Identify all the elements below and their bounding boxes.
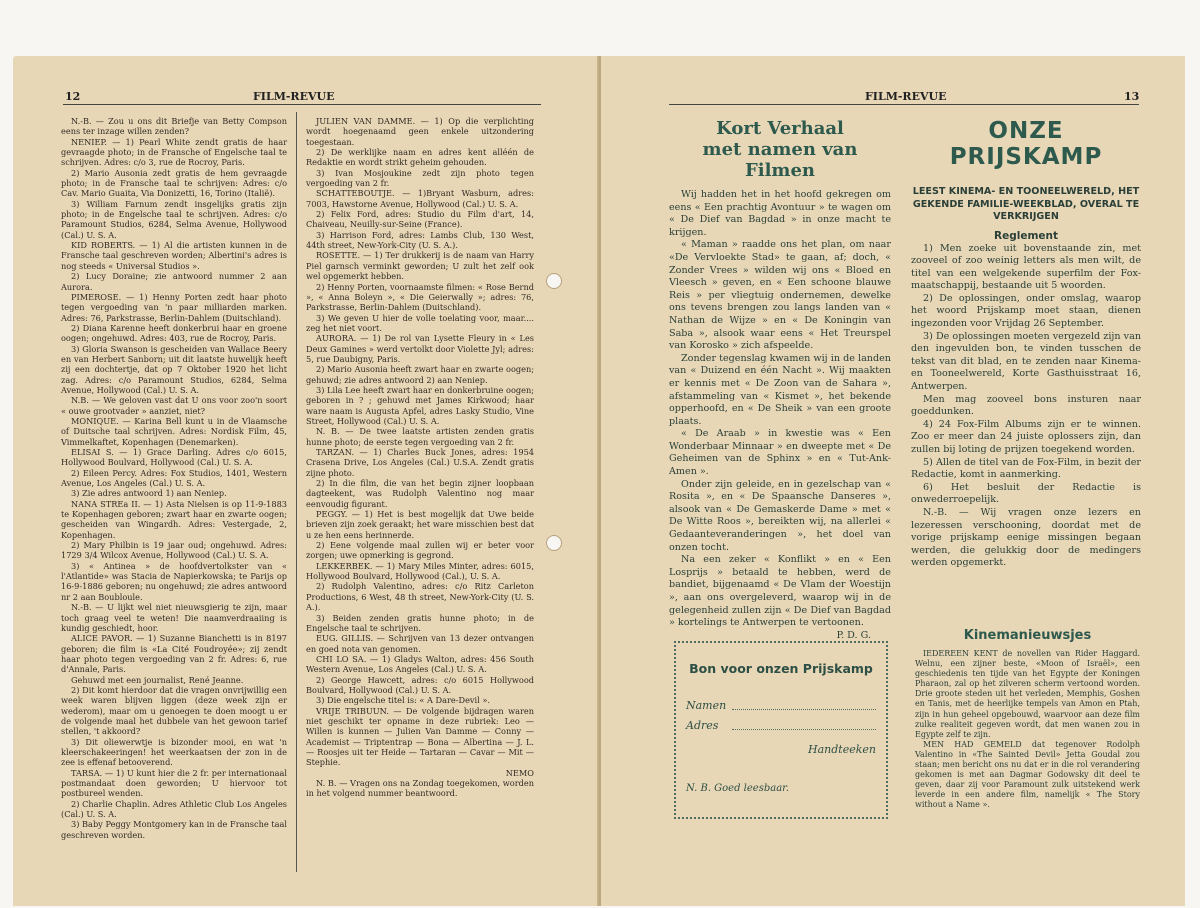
coupon-signature-label: Handteeken	[808, 743, 876, 756]
right-running-head: FILM-REVUE	[865, 90, 947, 103]
rule-paragraph: N.-B. — Wij vragen onze lezers en lezeressen verschooning, doordat met de vorige prijskamp eenige missingen begaan werden, die gelukkig door de medingers werden opgemerkt.	[911, 506, 1141, 569]
answer-paragraph: 3) Lila Lee heeft zwart haar en donkerbruine oogen; geboren in ? ; gehuwd met James Kirkwood; haar ware naam is Augusta Apfel, adres Lasky Studio, Vine Street, Hollywood (Cal.) U. S. A.	[306, 384, 534, 426]
news-paragraph: MEN HAD GEMELD dat tegenover Rodolph Valentino in «The Sainted Devil» Jetta Goudal zou staan; men bericht ons nu dat er in die rol verandering gekomen is met aan Dagmar Godowsky dit deel te geven, daar zij voor Paramount zulk uitstekend werk leverde in een andere film, namelijk « The Story without a Name ».	[915, 739, 1140, 810]
coupon-note: N. B. Goed leesbaar.	[686, 783, 790, 794]
news-text	[915, 649, 1140, 811]
answer-paragraph: 3) Beiden zenden gratis hunne photo; in de Engelsche taal te schrijven.	[306, 612, 534, 633]
answer-paragraph: KID ROBERTS. — 1) Al die artisten kunnen in de Fransche taal geschreven worden; Albertini's adres is nog steeds « Universal Studios ».	[61, 240, 287, 271]
coupon-name-dots	[732, 709, 876, 710]
answer-paragraph: PIMEROSE. — 1) Henny Porten zedt haar photo tegen vergoeding van 'n paar milliarden marken. Adres: 76, Parkstrasse, Berlin-Dahlem (Duitschland).	[61, 291, 287, 323]
answer-paragraph: 2) Eene volgende maal zullen wij er beter voor zorgen; uwe opmerking is gegrond.	[306, 540, 534, 561]
answer-paragraph: 3) Ivan Mosjoukine zedt zijn photo tegen vergoeding van 2 fr.	[306, 167, 534, 189]
left-header-rule	[63, 104, 541, 105]
answer-paragraph: ALICE PAVOR. — 1) Suzanne Bianchetti is in 8197 geboren; die film is «La Cité Foudroyée»; zij zendt haar photo tegen vergoeding van 2 fr. Adres: 6, rue d'Annale, Paris.	[61, 633, 287, 675]
answer-paragraph: MONIQUE. — Karina Bell kunt u in de Vlaamsche of Duitsche taal schrijven. Adres: Nordisk Film, 45, Vimmelkaftet, Kopenhagen (Denemarken).	[61, 415, 287, 447]
story-title	[669, 118, 891, 181]
answer-paragraph: NENIEP. — 1) Pearl White zendt gratis de haar gevraagde photo; in de Fransche of Engelsche taal te schrijven. Adres: c/o 3, rue de Rocroy, Paris.	[61, 136, 287, 168]
answer-paragraph: 2) Diana Karenne heeft donkerbrui haar en groene oogen; ongehuwd. Adres: 403, rue de Rocroy, Paris.	[61, 322, 287, 344]
answer-paragraph: Gehuwd met een journalist, René Jeanne.	[71, 674, 244, 685]
answer-paragraph: N.-B. — Zou u ons dit Briefje van Betty Compson eens ter inzage willen zenden?	[61, 116, 287, 137]
short-story	[669, 118, 891, 642]
column-divider	[296, 112, 297, 872]
punch-hole	[546, 273, 562, 289]
answer-paragraph: VRIJE TRIBUUN. — De volgende bijdragen waren niet geschikt ter opname in deze rubriek: Leo — Willen is kunnen — Julien Van Damme — Conny — Academist — Triptentrap — Bona — Albertina — J. L. — Roosjes uit ter Heide — Tartaran — Cavar — Mit — Stephie.	[306, 705, 534, 768]
story-paragraph: Wij hadden het in het hoofd gekregen om eens « Een prachtig Avontuur » te wagen om « De Dief van Bagdad » in onze macht te krijgen.	[669, 189, 891, 238]
coupon-name-label: Namen	[686, 699, 727, 712]
answer-paragraph: 3) « Antinea » de hoofdvertolkster van « l'Atlantide» was Stacia de Napierkowska; te Parijs op 16-9-1886 geboren; nu ongehuwd; zie adres antwoord nr 2 aan Boubloule.	[61, 560, 287, 602]
answer-paragraph: 3) We geven U hier de volle toelating voor, maar.... zeg het niet voort.	[306, 312, 534, 333]
answer-paragraph: LEKKERBEK. — 1) Mary Miles Minter, adres: 6015, Hollywood Boulvard, Hollywood (Cal.), U. S. A.	[306, 560, 534, 582]
rule-paragraph: 2) De oplossingen, onder omslag, waarop het woord Prijskamp moet staan, dienen ingezonden voor Vrijdag 26 September.	[911, 292, 1141, 330]
coupon-address-label: Adres	[686, 719, 719, 732]
rule-paragraph: Men mag zooveel bons insturen naar goeddunken.	[911, 393, 1141, 418]
story-paragraph: « De Araab » in kwestie was « Een Wonderbaar Minnaar » en dweepte met « De Geheimen van de Sphinx » en « Tut-Ank-Amen ».	[669, 428, 891, 478]
rule-paragraph: 1) Men zoeke uit bovenstaande zin, met zooveel of zoo weinig letters als men wilt, de titel van een welgekende superfilm der Fox-maatschappij, bestaande uit 5 woorden.	[911, 242, 1141, 292]
contest-section	[911, 118, 1141, 570]
rule-paragraph: 3) De oplossingen moeten vergezeld zijn van den ingevulden bon, te vinden tusschen de tekst van dit blad, en te zenden naar Kinema- en Tooneelwereld, Korte Gasthuisstraat 16, Antwerpen.	[911, 330, 1141, 393]
story-paragraph: Onder zijn geleide, en in gezelschap van « Rosita », en « De Spaansche Danseres », alsook van « De Gemaskerde Dame » met « De Witte Roos », bereikten wij, na allerlei « Gedaanteveranderingen », het doel van onzen tocht.	[669, 478, 891, 553]
answer-paragraph: ELISAI S. — 1) Grace Darling. Adres c/o 6015, Hollywood Boulvard, Hollywood (Cal.) U. S. A.	[61, 447, 287, 468]
right-page	[601, 56, 1185, 906]
answer-paragraph: 2) George Hawcett, adres: c/o 6015 Hollywood Boulvard, Hollywood (Cal.) U. S. A.	[306, 674, 534, 695]
news-title: Kinemanieuwsjes	[963, 628, 1092, 643]
left-page	[13, 56, 599, 906]
story-text	[669, 189, 891, 630]
answer-paragraph: JULIEN VAN DAMME. — 1) Op die verplichting wordt hoegenaamd geen enkele uitzondering toegestaan.	[306, 116, 534, 147]
answer-paragraph: 3) Gloria Swanson is gescheiden van Wallace Beery en van Herbert Sanborn; uit dit laatste huwelijk heeft zij een dochtertje, dat op 7 Oktober 1920 het licht zag. Adres: c/o Paramount Studios, 6284, Selma Avenue, Hollywood (Cal.) U. S. A.	[61, 343, 287, 395]
story-paragraph: Na een zeker « Konflikt » en « Een Losprijs » betaald te hebben, werd de bandiet, bijgenaamd « De Vlam der Woestijn », aan ons overgeleverd, waarop wij in de gelegenheid zullen zijn « De Dief van Bagdad » kortelings te Antwerpen te vertoonen.	[669, 554, 891, 629]
answer-paragraph: EUG. GILLIS. — Schrijven van 13 dezer ontvangen en goed nota van genomen.	[306, 633, 534, 654]
coupon-title: Bon voor onzen Prijskamp	[689, 661, 873, 676]
right-header-rule	[669, 104, 1139, 105]
story-paragraph: Zonder tegenslag kwamen wij in de landen van « Duizend en één Nacht ». Wij maakten er kennis met « De Zoon van de Sahara », afstammeling van « Kismet », het bekende opperhoofd, en « De Sheik » van een groote plaats.	[669, 352, 891, 427]
coupon-name-line	[686, 699, 876, 712]
answer-paragraph: N.-B. — U lijkt wel niet nieuwsgierig te zijn, maar toch graag veel te weten! Die naamverdraaiing is kundig geschiedt, hoor.	[61, 602, 287, 633]
answer-paragraph: SCHATTEBOUTJE. — 1)Bryant Wasburn, adres: 7003, Hawstorne Avenue, Hollywood (Cal.) U. S. A.	[306, 188, 534, 209]
answer-paragraph: 2) De werklijke naam en adres kent alléén de Redaktie en wordt strikt geheim gehouden.	[306, 147, 534, 168]
answer-paragraph: 2) In die film, die van het begin zijner loopbaan dagteekent, was Rudolph Valentino nog maar eenvoudig figurant.	[306, 478, 534, 509]
coupon-address-dots	[732, 729, 876, 730]
answer-paragraph: 2) Lucy Doraine; zie antwoord nummer 2 aan Aurora.	[61, 271, 287, 292]
contest-coupon	[674, 641, 888, 819]
news-section	[915, 628, 1140, 811]
answers-column-1	[61, 116, 287, 840]
answer-paragraph: N.B. — We geloven vast dat U ons voor zoo'n soort « ouwe grootvader » aanziet, niet?	[61, 395, 287, 416]
story-title-line-2: met namen van Filmen	[702, 139, 858, 181]
rule-paragraph: 5) Allen de titel van de Fox-Film, in bezit der Redactie, komt in aanmerking.	[911, 456, 1141, 481]
answer-paragraph: N. B. — De twee laatste artisten zenden gratis hunne photo; de eerste tegen vergoeding van 2 fr.	[306, 426, 534, 447]
story-title-line-1: Kort Verhaal	[716, 118, 844, 139]
right-page-number: 13	[1124, 90, 1140, 103]
answer-paragraph: 2) Rudolph Valentino, adres: c/o Ritz Carleton Productions, 6 West, 48 th street, New-York-City (U. S. A.).	[306, 581, 534, 613]
answer-paragraph: 2) Mary Philbin is 19 jaar oud; ongehuwd. Adres: 1729 3/4 Wilcox Avenue, Hollywood (Cal.) U. S. A.	[61, 540, 287, 561]
answer-paragraph: ROSETTE. — 1) Ter drukkerij is de naam van Harry Piel garnsch verminkt geworden; U zult het zelf ook wel opgemerkt hebben.	[306, 250, 534, 282]
left-running-head: FILM-REVUE	[253, 90, 335, 103]
answers-column-2	[306, 116, 534, 799]
answer-paragraph: 2) Dit komt hierdoor dat die vragen onvrijwillig een week waren blijven liggen (deze week zijn er wederom), maar om u genoegen te doen moogt u er de volgende maal het dubbele van het gewoon tarief stellen, 't akkoord?	[61, 684, 287, 737]
answer-paragraph: PEGGY. — 1) Het is best mogelijk dat Uwe beide brieven zijn zoek geraakt; het ware misschien best dat u ze hen eens herinnerde.	[306, 509, 534, 540]
answer-paragraph: 3) Harrison Ford, adres: Lambs Club, 130 West, 44th street, New-York-City (U. S. A.).	[306, 229, 534, 251]
rule-paragraph: 4) 24 Fox-Film Albums zijn er te winnen. Zoo er meer dan 24 juiste oplossers zijn, dan zullen bij loting de prijzen toegekend worden.	[911, 418, 1141, 455]
answer-paragraph: AURORA. — 1) De rol van Lysette Fleury in « Les Deux Gamines » werd vertolkt door Violette Jyl; adres: 5, rue Daubigny, Paris.	[306, 333, 534, 364]
answer-paragraph: 3) Dit oliewerwtje is bizonder mooi, en wat 'n kleerschakeeringen! het weerkaatsen der zon in de zee is effenaf betooverend.	[61, 736, 287, 768]
answer-paragraph: TARSA. — 1) U kunt hier die 2 fr. per internationaal postmandaat doen geworden; U hiervoor tot postbureel wenden.	[61, 767, 287, 799]
answer-paragraph: 2) Felix Ford, adres: Studio du Film d'art, 14, Chaiveau, Neuilly-sur-Seine (France).	[306, 209, 534, 230]
answer-paragraph: NANA STREa II. — 1) Asta Nielsen is op 11-9-1883 te Kopenhagen geboren; zwart haar en zwarte oogen; gescheiden van Wingardh. Adres: Vestergade, 2, Kopenhagen.	[61, 498, 287, 540]
column-footer-note: N. B. — Vragen ons na Zondag toegekomen, worden in het volgend nummer beantwoord.	[306, 778, 534, 799]
answer-paragraph: 3) Die engelsche titel is: « A Dare-Devil ».	[316, 695, 491, 706]
answer-paragraph: TARZAN. — 1) Charles Buck Jones, adres: 1954 Crasena Drive, Los Angeles (Cal.) U.S.A. Zendt gratis zijne photo.	[306, 447, 534, 478]
rules-text	[911, 243, 1141, 570]
rule-paragraph: 6) Het besluit der Redactie is onwederroepelijk.	[911, 481, 1141, 506]
answer-paragraph: 3) Baby Peggy Montgomery kan in de Fransche taal geschreven worden.	[61, 819, 287, 840]
contest-title: ONZE PRIJSKAMP	[949, 118, 1103, 170]
answer-paragraph: 3) Zie adres antwoord 1) aan Neniep.	[71, 488, 227, 499]
answer-paragraph: 3) William Farnum zendt insgelijks gratis zijn photo; in de Engelsche taal te schrijven. Adres: c/o Paramount Studios, 6284, Selma Avenue, Hollywood (Cal.) U. S. A.	[61, 198, 287, 240]
news-paragraph: IEDEREEN KENT de novellen van Rider Haggard. Welnu, een zijner beste, «Moon of Israël», een geschiedenis ten tijde van het Egypte der Koningen Pharaon, zal op het zilveren scherm vertoond worden. Drie groote steden uit het verleden, Memphis, Goshen en Tanis, met de heerlijke tempels van Amon en Ptah, zijn in hun geheel opgebouwd, waarvoor aan deze film zulke realiteit gegeven wordt, dat men wanen zou in Egypte zelf te zijn.	[915, 649, 1140, 739]
left-page-number: 12	[65, 90, 81, 103]
answer-paragraph: 2) Mario Ausonia zedt gratis de hem gevraagde photo; in de Fransche taal te schrijven: Adres: c/o Cav. Mario Guaita, Via Donizetti, 16, Torino (Italië).	[61, 167, 287, 199]
answer-paragraph: 2) Mario Ausonia heeft zwart haar en zwarte oogen; gehuwd; zie adres antwoord 2) aan Neniep.	[306, 364, 534, 385]
answer-paragraph: 2) Henny Porten, voornaamste filmen: « Rose Bernd », « Anna Boleyn », « Die Geierwally »; adres: 76, Parkstrasse, Berlin-Dahlem (Duitschland).	[306, 281, 534, 313]
contest-subtitle: LEEST KINEMA- EN TOONEELWERELD, HET GEKENDE FAMILIE-WEEKBLAD, OVERAL TE VERKRIJGEN	[912, 186, 1140, 222]
coupon-address-line	[686, 719, 876, 732]
rules-heading: Reglement	[994, 229, 1058, 242]
answer-paragraph: 2) Eileen Percy. Adres: Fox Studios, 1401, Western Avenue, Los Angeles (Cal.) U. S. A.	[61, 467, 287, 489]
answer-paragraph: 2) Charlie Chaplin. Adres Athletic Club Los Angeles (Cal.) U. S. A.	[61, 798, 287, 820]
story-paragraph: « Maman » raadde ons het plan, om naar «De Vervloekte Stad» te gaan, af; doch, « Zonder Vrees » wilden wij ons « Bloed en Vleesch » geven, en « Een schoone blauwe Reis » per vliegtuig ondernemen, dewelke ons tevens brengen zou langs landen van « Nathan de Wijze » en « De Koningin van Saba », alsook waar eens « Het Treurspel van Korosko » zich afspeelde.	[669, 239, 891, 352]
punch-hole	[546, 535, 562, 551]
answer-paragraph: CHI LO SA. — 1) Gladys Walton, adres: 456 South Western Avenue, Los Angeles (Cal.) U. S. A.	[306, 653, 534, 675]
story-signature: P. D. G.	[836, 629, 871, 641]
editor-signature: NEMO	[505, 767, 534, 778]
